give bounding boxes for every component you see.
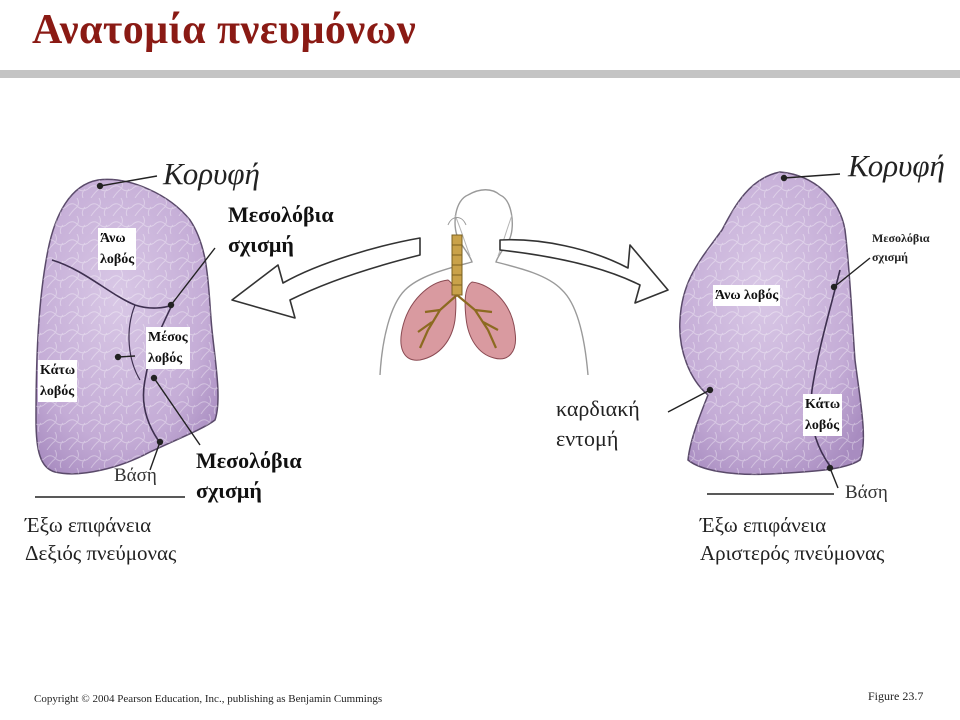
- right-lung: [36, 179, 218, 473]
- right-lung-middle-lobe-label: Μέσος λοβός: [146, 327, 190, 369]
- right-lung-apex-label: Κορυφή: [163, 156, 260, 191]
- left-lung-upper-lobe-label: Άνω λοβός: [713, 285, 780, 306]
- figure-number: Figure 23.7: [868, 689, 924, 703]
- small-right-lung: [401, 280, 456, 360]
- right-lung-upper-lobe-label: Άνω λοβός: [98, 228, 136, 270]
- arrow-to-left-lung: [500, 240, 668, 303]
- right-lung-oblique-fissure-bottom-label: Μεσολόβια σχισμή: [196, 448, 302, 503]
- right-lung-base-label: Βάση: [114, 465, 157, 486]
- torso-illustration: [380, 190, 588, 375]
- left-lung-caption: Έξω επιφάνεια Αριστερός πνεύμονας: [700, 513, 885, 565]
- small-left-lung: [465, 282, 515, 359]
- left-lung-lower-lobe-label: Κάτω λοβός: [803, 394, 842, 436]
- right-lung-lower-lobe-label: Κάτω λοβός: [38, 360, 77, 402]
- left-lung-cardiac-notch-label: καρδιακή εντομή: [556, 396, 640, 451]
- copyright-text: Copyright © 2004 Pearson Education, Inc., publishing as Benjamin Cummings: [34, 693, 383, 705]
- left-lung-oblique-fissure-label: Μεσολόβια σχισμή: [872, 231, 930, 264]
- left-lung-apex-label: Κορυφή: [848, 148, 945, 183]
- page-title: Ανατομία πνευμόνων: [32, 7, 417, 53]
- right-lung-caption: Έξω επιφάνεια Δεξιός πνεύμονας: [25, 513, 177, 565]
- right-lung-oblique-fissure-top-label: Μεσολόβια σχισμή: [228, 202, 334, 257]
- left-lung-base-label: Βάση: [845, 482, 888, 503]
